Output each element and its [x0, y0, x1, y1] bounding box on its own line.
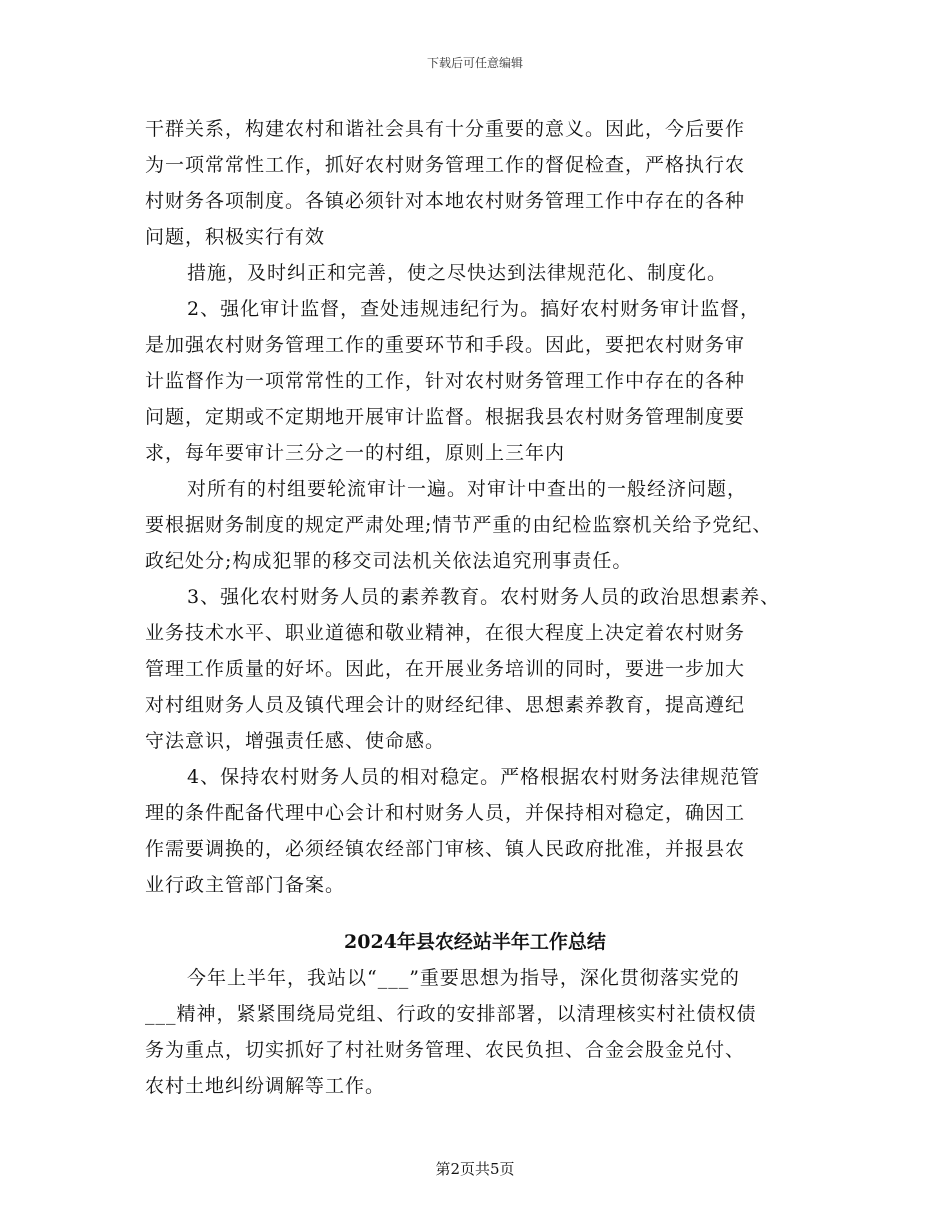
section-title: 2024年县农经站半年工作总结 — [344, 931, 606, 953]
body-line: 业行政主管部门备案。 — [145, 874, 346, 896]
body-line: 4、保持农村财务人员的相对稳定。严格根据农村财务法律规范管 — [187, 766, 761, 788]
body-line: 干群关系，构建农村和谐社会具有十分重要的意义。因此，今后要作 — [145, 118, 746, 140]
body-line: 是加强农村财务管理工作的重要环节和手段。因此，要把农村财务审 — [145, 334, 746, 356]
body-line: 政纪处分;构成犯罪的移交司法机关依法追究刑事责任。 — [145, 550, 633, 572]
section-line: 今年上半年，我站以“___”重要思想为指导，深化贯彻落实党的 — [187, 967, 740, 989]
section-line: 农村土地纠纷调解等工作。 — [145, 1075, 386, 1097]
body-line: 2、强化审计监督，查处违规违纪行为。搞好农村财务审计监督， — [187, 298, 761, 320]
body-line: 村财务各项制度。各镇必须针对本地农村财务管理工作中存在的各种 — [145, 190, 746, 212]
body-line: 对村组财务人员及镇代理会计的财经纪律、思想素养教育，提高遵纪 — [145, 694, 746, 716]
body-line: 求，每年要审计三分之一的村组，原则上三年内 — [145, 442, 566, 464]
section-line: 务为重点，切实抓好了村社财务管理、农民负担、合金会股金兑付、 — [145, 1039, 746, 1061]
body-line: 对所有的村组要轮流审计一遍。对审计中查出的一般经济问题， — [187, 478, 748, 500]
body-line: 守法意识，增强责任感、使命感。 — [145, 730, 446, 752]
section-line: ___精神，紧紧围绕局党组、行政的安排部署，以清理核实村社债权债 — [145, 1003, 757, 1025]
body-line: 要根据财务制度的规定严肃处理;情节严重的由纪检监察机关给予党纪、 — [145, 514, 773, 536]
body-line: 为一项常常性工作，抓好农村财务管理工作的督促检查，严格执行农 — [145, 154, 746, 176]
body-line: 业务技术水平、职业道德和敬业精神，在很大程度上决定着农村财务 — [145, 622, 746, 644]
body-line: 措施，及时纠正和完善，使之尽快达到法律规范化、制度化。 — [187, 262, 728, 284]
page-number: 第2页共5页 — [435, 1160, 515, 1178]
body-line: 管理工作质量的好坏。因此，在开展业务培训的同时，要进一步加大 — [145, 658, 746, 680]
body-line: 作需要调换的，必须经镇农经部门审核、镇人民政府批准，并报县农 — [145, 838, 746, 860]
body-line: 计监督作为一项常常性的工作，针对农村财务管理工作中存在的各种 — [145, 370, 746, 392]
header-note: 下载后可任意编辑 — [426, 56, 523, 70]
body-line: 理的条件配备代理中心会计和村财务人员，并保持相对稳定，确因工 — [145, 802, 746, 824]
body-line: 问题，积极实行有效 — [145, 226, 326, 248]
body-line: 3、强化农村财务人员的素养教育。农村财务人员的政治思想素养、 — [187, 586, 781, 608]
body-line: 问题，定期或不定期地开展审计监督。根据我县农村财务管理制度要 — [145, 406, 746, 428]
